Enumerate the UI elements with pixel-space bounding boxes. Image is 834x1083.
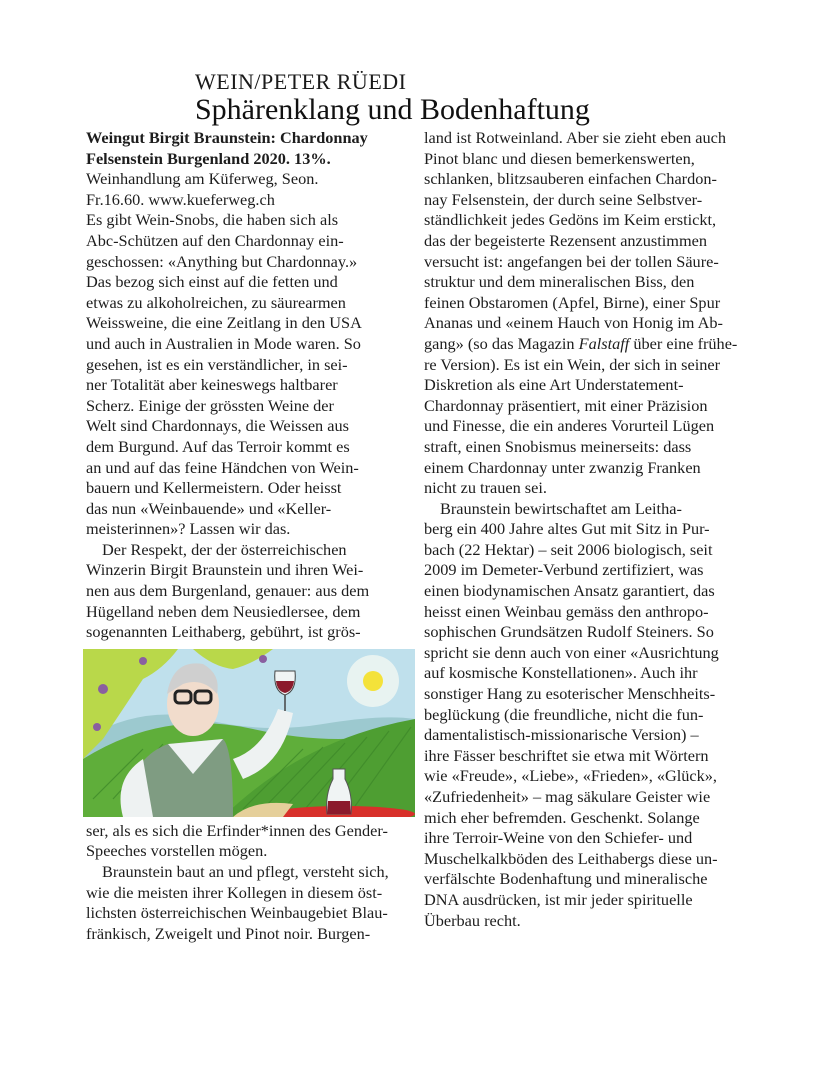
text-line: und Finesse, die ein anderes Vorurteil Lügen bbox=[424, 416, 715, 436]
text-line: etwas zu alkoholreichen, zu säurearmen bbox=[86, 292, 346, 312]
text-line: dem Burgund. Auf das Terroir kommt es bbox=[86, 436, 350, 456]
text-line: versucht ist: angefangen bei der tollen Säure- bbox=[424, 251, 719, 271]
text-line: geschossen: «Anything but Chardonnay.» bbox=[86, 251, 358, 271]
text-line: bauern und Kellermeistern. Oder heisst bbox=[86, 478, 342, 498]
text-line: land ist Rotweinland. Aber sie zieht eben auch bbox=[424, 128, 727, 147]
text-line: ihre Fässer beschriftet sie etwa mit Wörtern bbox=[424, 745, 709, 765]
text-line: Speeches vorstellen mögen. bbox=[86, 841, 268, 861]
text-line: meisterinnen»? Lassen wir das. bbox=[86, 519, 291, 539]
text-line: sophischen Grundsätzen Rudolf Steiners. So bbox=[424, 622, 714, 642]
text-line: spricht sie denn auch von einer «Ausrichtung bbox=[424, 642, 719, 662]
text-span: gang» (so das Magazin bbox=[424, 333, 579, 353]
text-line: «Zufriedenheit» – mag säkulare Geister wie bbox=[424, 787, 711, 806]
text-line: wie «Freude», «Liebe», «Frieden», «Glück», bbox=[424, 766, 717, 786]
text-line: nay Felsenstein, der durch seine Selbstver- bbox=[424, 189, 703, 209]
text-line: Überbau recht. bbox=[424, 910, 521, 930]
article-title: Sphärenklang und Bodenhaftung bbox=[195, 93, 590, 126]
wine-info bbox=[86, 128, 416, 210]
text-line: das nun «Weinbauende» und «Keller- bbox=[86, 498, 332, 518]
text-line: struktur und dem mineralischen Biss, den bbox=[424, 272, 695, 292]
text-line: Braunstein baut an und pflegt, versteht sich, bbox=[102, 862, 389, 882]
text-line: auf kosmische Konstellationen». Auch ihr bbox=[424, 663, 698, 683]
column-kicker: WEIN/PETER RÜEDI bbox=[195, 69, 407, 94]
text-line: Es gibt Wein-Snobs, die haben sich als bbox=[86, 210, 339, 230]
text-line: ser, als es sich die Erfinder*innen des Gender- bbox=[86, 820, 388, 840]
wine-info-line: Felsenstein Burgenland 2020. 13%. bbox=[86, 148, 331, 168]
text-line: Das bezog sich einst auf die fetten und bbox=[86, 272, 338, 292]
text-line: das der begeisterte Rezensent anzustimmen bbox=[424, 230, 708, 250]
wine-illustration bbox=[83, 649, 415, 817]
text-line: Winzerin Birgit Braunstein und ihren Wei- bbox=[86, 560, 364, 580]
text-line: ner Totalität aber keineswegs haltbarer bbox=[86, 375, 338, 395]
magazine-name: Falstaff bbox=[578, 333, 630, 353]
text-line: verfälschte Bodenhaftung und mineralische bbox=[424, 869, 708, 889]
text-line: feinen Obstaromen (Apfel, Birne), einer Spur bbox=[424, 292, 721, 312]
text-line: einem Chardonnay unter zwanzig Franken bbox=[424, 457, 701, 477]
text-line: und auch in Australien in Mode waren. So bbox=[86, 333, 361, 353]
text-line: mich eher befremden. Geschenkt. Solange bbox=[424, 807, 700, 827]
text-line: Welt sind Chardonnays, die Weissen aus bbox=[86, 416, 349, 436]
text-span: über eine frühe- bbox=[629, 333, 738, 353]
paragraph-2 bbox=[86, 540, 416, 643]
text-line: an und auf das feine Händchen von Wein- bbox=[86, 457, 359, 477]
paragraph-4 bbox=[424, 499, 759, 931]
text-line: Der Respekt, der der österreichischen bbox=[102, 539, 347, 559]
text-line: Abc-Schützen auf den Chardonnay ein- bbox=[86, 230, 344, 250]
right-column bbox=[424, 128, 759, 931]
text-line: Muschelkalkböden des Leithabergs diese un- bbox=[424, 848, 718, 868]
text-line: straft, einen Snobismus meinerseits: dass bbox=[424, 436, 692, 456]
text-line-falstaff bbox=[424, 334, 759, 355]
text-line: Pinot blanc und diesen bemerkenswerten, bbox=[424, 148, 695, 168]
text-line: sogenannten Leithaberg, gebührt, ist grös- bbox=[86, 622, 361, 642]
text-line: beglückung (die freundliche, nicht die fun- bbox=[424, 704, 704, 724]
text-line: einen biodynamischen Ansatz garantiert, das bbox=[424, 581, 715, 601]
text-line: Weissweine, die eine Zeitlang in den USA bbox=[86, 313, 362, 333]
wine-info-line: Weinhandlung am Küferweg, Seon. bbox=[86, 169, 319, 189]
text-line: damentalistisch-missionarische Version) – bbox=[424, 725, 699, 745]
text-line: nen aus dem Burgenland, genauer: aus dem bbox=[86, 581, 370, 601]
text-line: bach (22 Hektar) – seit 2006 biologisch, seit bbox=[424, 539, 713, 559]
text-line: Scherz. Einige der grössten Weine der bbox=[86, 395, 334, 415]
text-line: heisst einen Weinbau gemäss den anthropo- bbox=[424, 601, 709, 621]
text-line: schlanken, blitzsauberen einfachen Chardon- bbox=[424, 169, 717, 189]
text-line: ihre Terroir-Weine von den Schiefer- und bbox=[424, 828, 693, 848]
text-line: Hügelland neben dem Neusiedlersee, dem bbox=[86, 601, 361, 621]
text-line: Braunstein bewirtschaftet am Leitha- bbox=[440, 498, 682, 518]
text-line: Diskretion als eine Art Understatement- bbox=[424, 375, 684, 395]
wine-info-line: Weingut Birgit Braunstein: Chardonnay bbox=[86, 128, 368, 147]
text-line: Chardonnay präsentiert, mit einer Präzision bbox=[424, 395, 708, 415]
text-line: lichsten österreichischen Weinbaugebiet Blau- bbox=[86, 903, 388, 923]
text-line: wie die meisten ihrer Kollegen in diesem öst- bbox=[86, 882, 383, 902]
paragraph-3-continued bbox=[424, 128, 759, 499]
text-line: Ananas und «einem Hauch von Honig im Ab- bbox=[424, 313, 723, 333]
text-line: sonstiger Hang zu esoterischer Menschheits- bbox=[424, 684, 716, 704]
left-column bbox=[86, 128, 416, 944]
paragraph-1 bbox=[86, 210, 416, 540]
text-line: ständlichkeit jedes Gedöns im Keim erstickt, bbox=[424, 210, 717, 230]
paragraph-2-continued bbox=[86, 821, 416, 862]
article-header bbox=[195, 70, 590, 126]
text-line: DNA ausdrücken, ist mir jeder spirituelle bbox=[424, 889, 693, 909]
sun-icon bbox=[363, 671, 383, 691]
text-line: gesehen, ist es ein verständlicher, in sei- bbox=[86, 354, 348, 374]
text-line: fränkisch, Zweigelt und Pinot noir. Burgen- bbox=[86, 923, 371, 943]
text-line: nicht zu trauen sei. bbox=[424, 478, 547, 498]
text-line: berg ein 400 Jahre altes Gut mit Sitz in Pur- bbox=[424, 519, 710, 539]
paragraph-3 bbox=[86, 862, 416, 944]
text-line: re Version). Es ist ein Wein, der sich in seiner bbox=[424, 354, 721, 374]
wine-info-line: Fr.16.60. www.kueferweg.ch bbox=[86, 189, 275, 209]
text-line: 2009 im Demeter-Verbund zertifiziert, was bbox=[424, 560, 704, 580]
